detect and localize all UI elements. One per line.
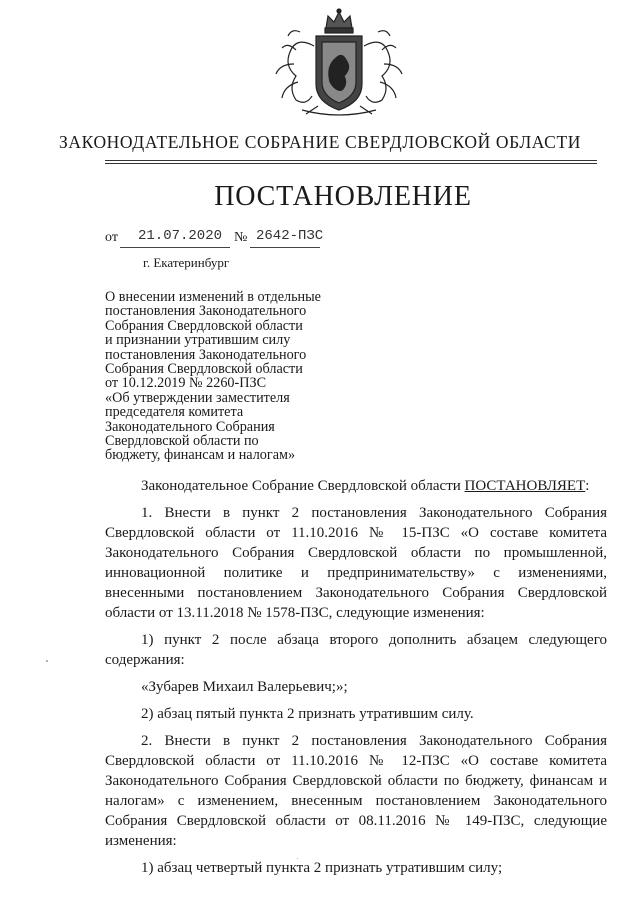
paragraph-1: 1. Внести в пункт 2 постановления Законодательного Собрания Свердловской области от 11.10.2016 № 15-ПЗС «О составе комитета Законодательного Собрания Свердловской области по промышленной, инновационной политике и предпринимательству» с изменениями, внесенными постановлением Законодательного Собрания Свердловской области от 13.11.2018 № 1578-ПЗС, следующие изменения: bbox=[105, 505, 607, 621]
scan-speck bbox=[46, 660, 48, 662]
header-rule-bottom bbox=[105, 163, 597, 164]
document-body bbox=[105, 476, 607, 885]
subject-line: постановления Законодательного bbox=[105, 303, 307, 320]
paragraph-1-item-2: 2) абзац пятый пункта 2 признать утратившим силу. bbox=[141, 706, 474, 722]
date-prefix: от bbox=[105, 230, 118, 245]
preamble-colon: : bbox=[585, 478, 590, 494]
document-number: 2642-ПЗС bbox=[256, 228, 324, 244]
subject-line: «Об утверждении заместителя bbox=[105, 389, 290, 406]
subject-line: и признании утратившим силу bbox=[105, 332, 291, 349]
document-type-title: ПОСТАНОВЛЕНИЕ bbox=[214, 181, 472, 212]
subject-line: О внесении изменений в отдельные bbox=[105, 289, 321, 305]
paragraph-1-quote: «Зубарев Михаил Валерьевич;»; bbox=[141, 679, 348, 695]
paragraph-2: 2. Внести в пункт 2 постановления Законодательного Собрания Свердловской области от 11.10.2016 № 12-ПЗС «О составе комитета Законодательного Собрания Свердловской области по бюджету, финансам и налогам» с изменением, внесенным постановлением Законодательного Собрания Свердловской области от 08.11.2016 № 149-ПЗС, следующие изменения: bbox=[105, 733, 607, 849]
paragraph-1-item-1: 1) пункт 2 после абзаца второго дополнить абзацем следующего содержания: bbox=[105, 632, 607, 668]
date-underline bbox=[120, 247, 230, 248]
paragraph-2-item-1: 1) абзац четвертый пункта 2 признать утратившим силу; bbox=[141, 860, 503, 876]
preamble-keyword: ПОСТАНОВЛЯЕТ bbox=[464, 478, 586, 494]
subject-line: постановления Законодательного bbox=[105, 346, 307, 363]
coat-of-arms-emblem bbox=[266, 6, 412, 118]
subject-line: бюджету, финансам и налогам» bbox=[105, 447, 296, 464]
document-subject bbox=[105, 290, 355, 463]
city-name: г. Екатеринбург bbox=[143, 255, 230, 270]
subject-line: Собрания Свердловской области bbox=[105, 317, 303, 334]
subject-line: Законодательного Собрания bbox=[105, 418, 275, 435]
header-rule-top bbox=[105, 160, 597, 161]
preamble-text: Законодательное Собрание Свердловской области bbox=[141, 478, 465, 494]
subject-line: Собрания Свердловской области bbox=[105, 361, 303, 378]
document-date: 21.07.2020 bbox=[138, 228, 223, 244]
number-prefix: № bbox=[234, 230, 248, 245]
scan-speck bbox=[297, 858, 298, 859]
subject-line: Свердловской области по bbox=[105, 433, 259, 450]
subject-line: председателя комитета bbox=[105, 404, 244, 421]
preamble-paragraph bbox=[105, 476, 607, 496]
organization-name: ЗАКОНОДАТЕЛЬНОЕ СОБРАНИЕ СВЕРДЛОВСКОЙ ОБЛАСТИ bbox=[59, 132, 581, 152]
number-underline bbox=[250, 247, 320, 248]
subject-line: от 10.12.2019 № 2260-ПЗС bbox=[105, 375, 267, 392]
